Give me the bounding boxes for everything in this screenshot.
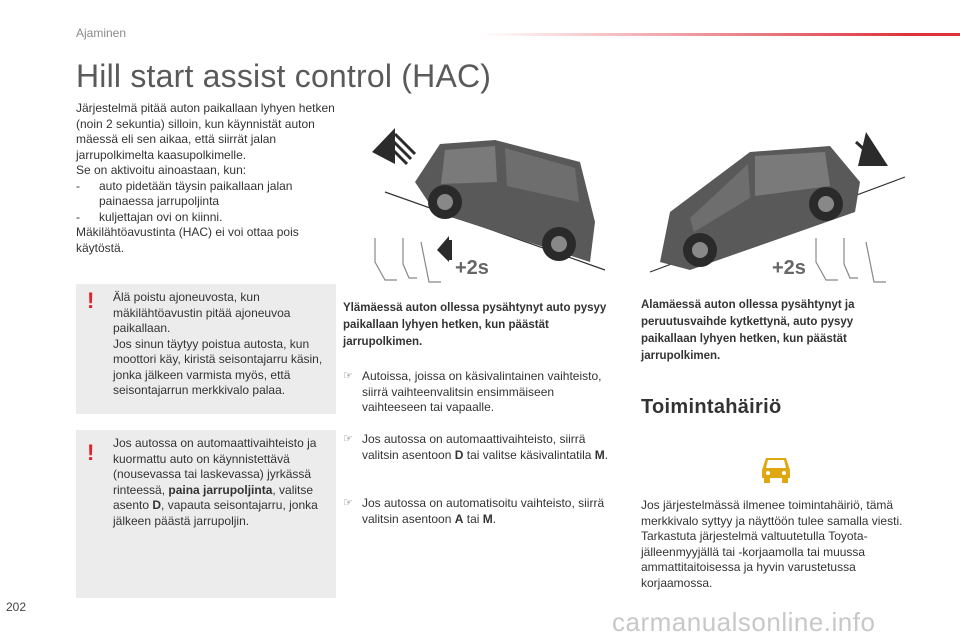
hold-time-badge: +2s <box>772 257 806 279</box>
pointer-arrow-icon: ☞ <box>343 433 353 445</box>
van-icon <box>660 146 860 270</box>
gear-position: M <box>594 447 605 462</box>
instruction-text <box>362 432 608 462</box>
hold-time-badge: +2s <box>455 257 489 279</box>
instruction-text-part: . <box>604 447 609 462</box>
section-label: Ajaminen <box>76 26 127 40</box>
instruction-item <box>343 369 622 416</box>
condition-item <box>76 179 338 195</box>
warning-text-bold: paina jarrupoljinta <box>168 482 273 497</box>
page-title: Hill start assist control (HAC) <box>76 58 492 94</box>
condition-text-continued: painaessa jarrupoljinta <box>99 194 220 208</box>
malfunction-title: Toimintahäiriö <box>641 396 782 418</box>
header-rule <box>480 33 960 36</box>
warning-icon: ! <box>87 288 95 313</box>
uphill-van-illustration <box>345 122 615 292</box>
instruction-text: Autoissa, joissa on käsivalintainen vaihteisto, siirrä vaihteenvalitsin ensimmäiseen vaihteeseen tai vapaalle. <box>362 369 602 414</box>
condition-text: kuljettajan ovi on kiinni. <box>99 209 223 224</box>
dash-mark: - <box>76 209 80 224</box>
downhill-van-illustration <box>630 122 910 292</box>
condition-text: auto pidetään täysin paikallaan jalan <box>99 178 293 193</box>
warning-text <box>113 436 328 529</box>
uphill-caption: Ylämäessä auton ollessa pysähtynyt auto pysyy paikallaan lyhyen hetken, kun päästät jarrupolkimen. <box>343 302 607 348</box>
intro-text <box>76 101 338 256</box>
page-number: 202 <box>6 600 27 614</box>
warning-icon: ! <box>87 440 95 465</box>
van-icon <box>415 140 595 262</box>
condition-item <box>76 210 338 226</box>
warning-text-bold: D <box>152 498 162 512</box>
pointer-arrow-icon: ☞ <box>343 497 353 509</box>
warning-text-part: , valitse asento <box>113 482 314 512</box>
downhill-caption: Alamäessä auton ollessa pysähtynyt ja peruutusvaihde kytkettynä, auto pysyy paikallaan lyhyen hetken, kun päästät jarrupolkimen. <box>641 299 855 362</box>
instruction-text-part: Jos autossa on automaattivaihteisto, siirrä valitsin asentoon <box>362 432 586 462</box>
instruction-text-part: Jos autossa on automatisoitu vaihteisto, siirrä valitsin asentoon <box>362 496 605 526</box>
intro-paragraph: Järjestelmä pitää auton paikallaan lyhyen hetken (noin 2 sekuntia) silloin, kun käynnistät auton mäessä eli sen aikaa, että siirrät jalan jarrupolkimelta kaasupolkimelle. <box>76 101 335 162</box>
warning-text <box>113 290 328 399</box>
uphill-arrow-icon <box>372 128 415 164</box>
instruction-item <box>343 496 622 527</box>
instruction-text-part: tai <box>463 511 483 526</box>
downhill-arrow-icon <box>856 132 888 166</box>
dash-mark: - <box>76 178 80 193</box>
warning-text-part: Jos autossa on automaattivaihteisto ja kuormattu auto on käynnistettävä (nousevassa tai laskevassa) jyrkässä rinteessä, <box>113 436 317 497</box>
intro-condition-lead: Se on aktivoitu ainoastaan, kun: <box>76 163 247 177</box>
instruction-text <box>362 496 604 526</box>
instruction-text-part: . <box>492 511 497 526</box>
warning-text-line: Älä poistu ajoneuvosta, kun mäkilähtöavustin pitää ajoneuvoa paikallaan. <box>113 290 291 335</box>
warning-text-line: Jos sinun täytyy poistua autosta, kun moottori käy, kiristä seisontajarru käsin, jonka jälkeen varmista myös, että seisontajarrun merkkivalo palaa. <box>113 336 323 397</box>
pointer-arrow-icon: ☞ <box>343 370 353 382</box>
foot-release-arrow-icon <box>437 236 452 262</box>
gear-position: M <box>482 511 493 526</box>
warning-text-part: , vapauta seisontajarru, jonka jälkeen päästä jarrupoljin. <box>113 498 318 528</box>
stability-warning-icon <box>758 452 794 486</box>
pedals-icon <box>816 238 886 282</box>
instruction-item <box>343 432 622 463</box>
watermark: carmanualsonline.info <box>612 607 876 637</box>
warning-box <box>76 430 336 598</box>
intro-note: Mäkilähtöavustinta (HAC) ei voi ottaa pois käytöstä. <box>76 225 299 255</box>
pedals-icon <box>375 238 441 282</box>
gear-position: D <box>454 447 464 462</box>
instruction-text-part: tai valitse käsivalintatila <box>463 447 595 462</box>
malfunction-text: Jos järjestelmässä ilmenee toimintahäiriö, tämä merkkivalo syttyy ja näyttöön tulee samalla viesti. Tarkastuta järjestelmä valtuutetulla Toyota-jälleenmyyjällä tai -korjaamolla tai muussa ammattitaitoisessa ja hyvin varustetussa korjaamossa. <box>641 498 903 590</box>
warning-box <box>76 284 336 414</box>
gear-position: A <box>454 511 464 526</box>
